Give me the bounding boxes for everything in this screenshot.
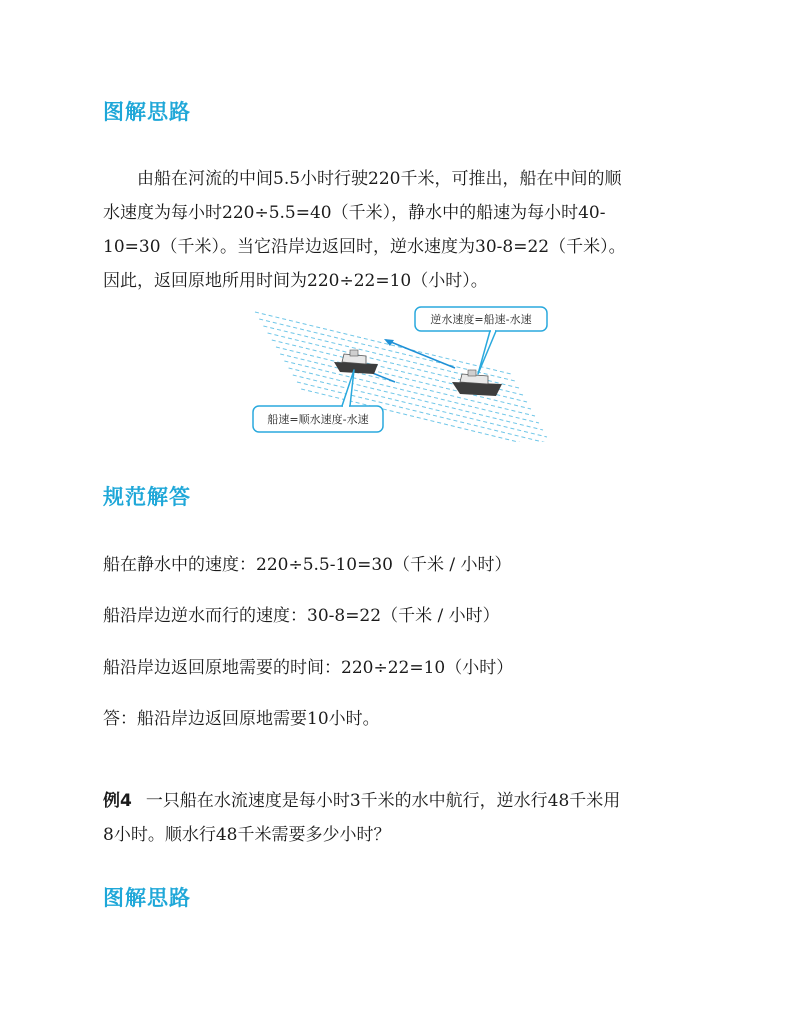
example-text: 一只船在水流速度是每小时3千米的水中航行，逆水行48千米用: [145, 791, 621, 811]
solution-line: 船在静水中的速度：220÷5.5-10=30（千米 / 小时）: [103, 555, 512, 575]
solution-line: 船沿岸边返回原地需要的时间：220÷22=10（小时）: [103, 658, 514, 678]
paragraph-line: 10=30（千米）。当它沿岸边返回时，逆水速度为30-8=22（千米）。: [103, 237, 626, 257]
paragraph-line: 由船在河流的中间5.5小时行驶220千米，可推出，船在中间的顺: [137, 169, 622, 189]
callout-boat-speed-text: 船速=顺水速度-水速: [267, 413, 369, 426]
section-heading-analysis-2: 图解思路: [103, 886, 191, 910]
section-heading-solution: 规范解答: [103, 485, 191, 509]
callout-upstream-formula: [415, 307, 547, 374]
analysis-paragraph: [103, 162, 703, 298]
water-line: [276, 347, 531, 409]
example-line: 8小时。顺水行48千米需要多少小时？: [103, 825, 391, 845]
river-boats-illustration: [250, 302, 560, 442]
paragraph-line: 水速度为每小时220÷5.5=40（千米），静水中的船速为每小时40-: [103, 203, 606, 223]
example-line: [103, 784, 723, 818]
paragraph-line: 因此，返回原地所用时间为220÷22=10（小时）。: [103, 271, 488, 291]
solution-line: 船沿岸边逆水而行的速度：30-8=22（千米 / 小时）: [103, 606, 500, 626]
callout-upstream-text: 逆水速度=船速-水速: [430, 313, 532, 326]
boat-icon: [452, 370, 502, 396]
example-problem: [103, 784, 723, 852]
boat-icon: [334, 350, 378, 374]
section-heading-analysis: 图解思路: [103, 100, 191, 124]
callout-boat-speed-formula: [253, 370, 383, 432]
example-label: 例4: [103, 791, 132, 811]
answer-line: 答：船沿岸边返回原地需要10小时。: [103, 709, 380, 729]
